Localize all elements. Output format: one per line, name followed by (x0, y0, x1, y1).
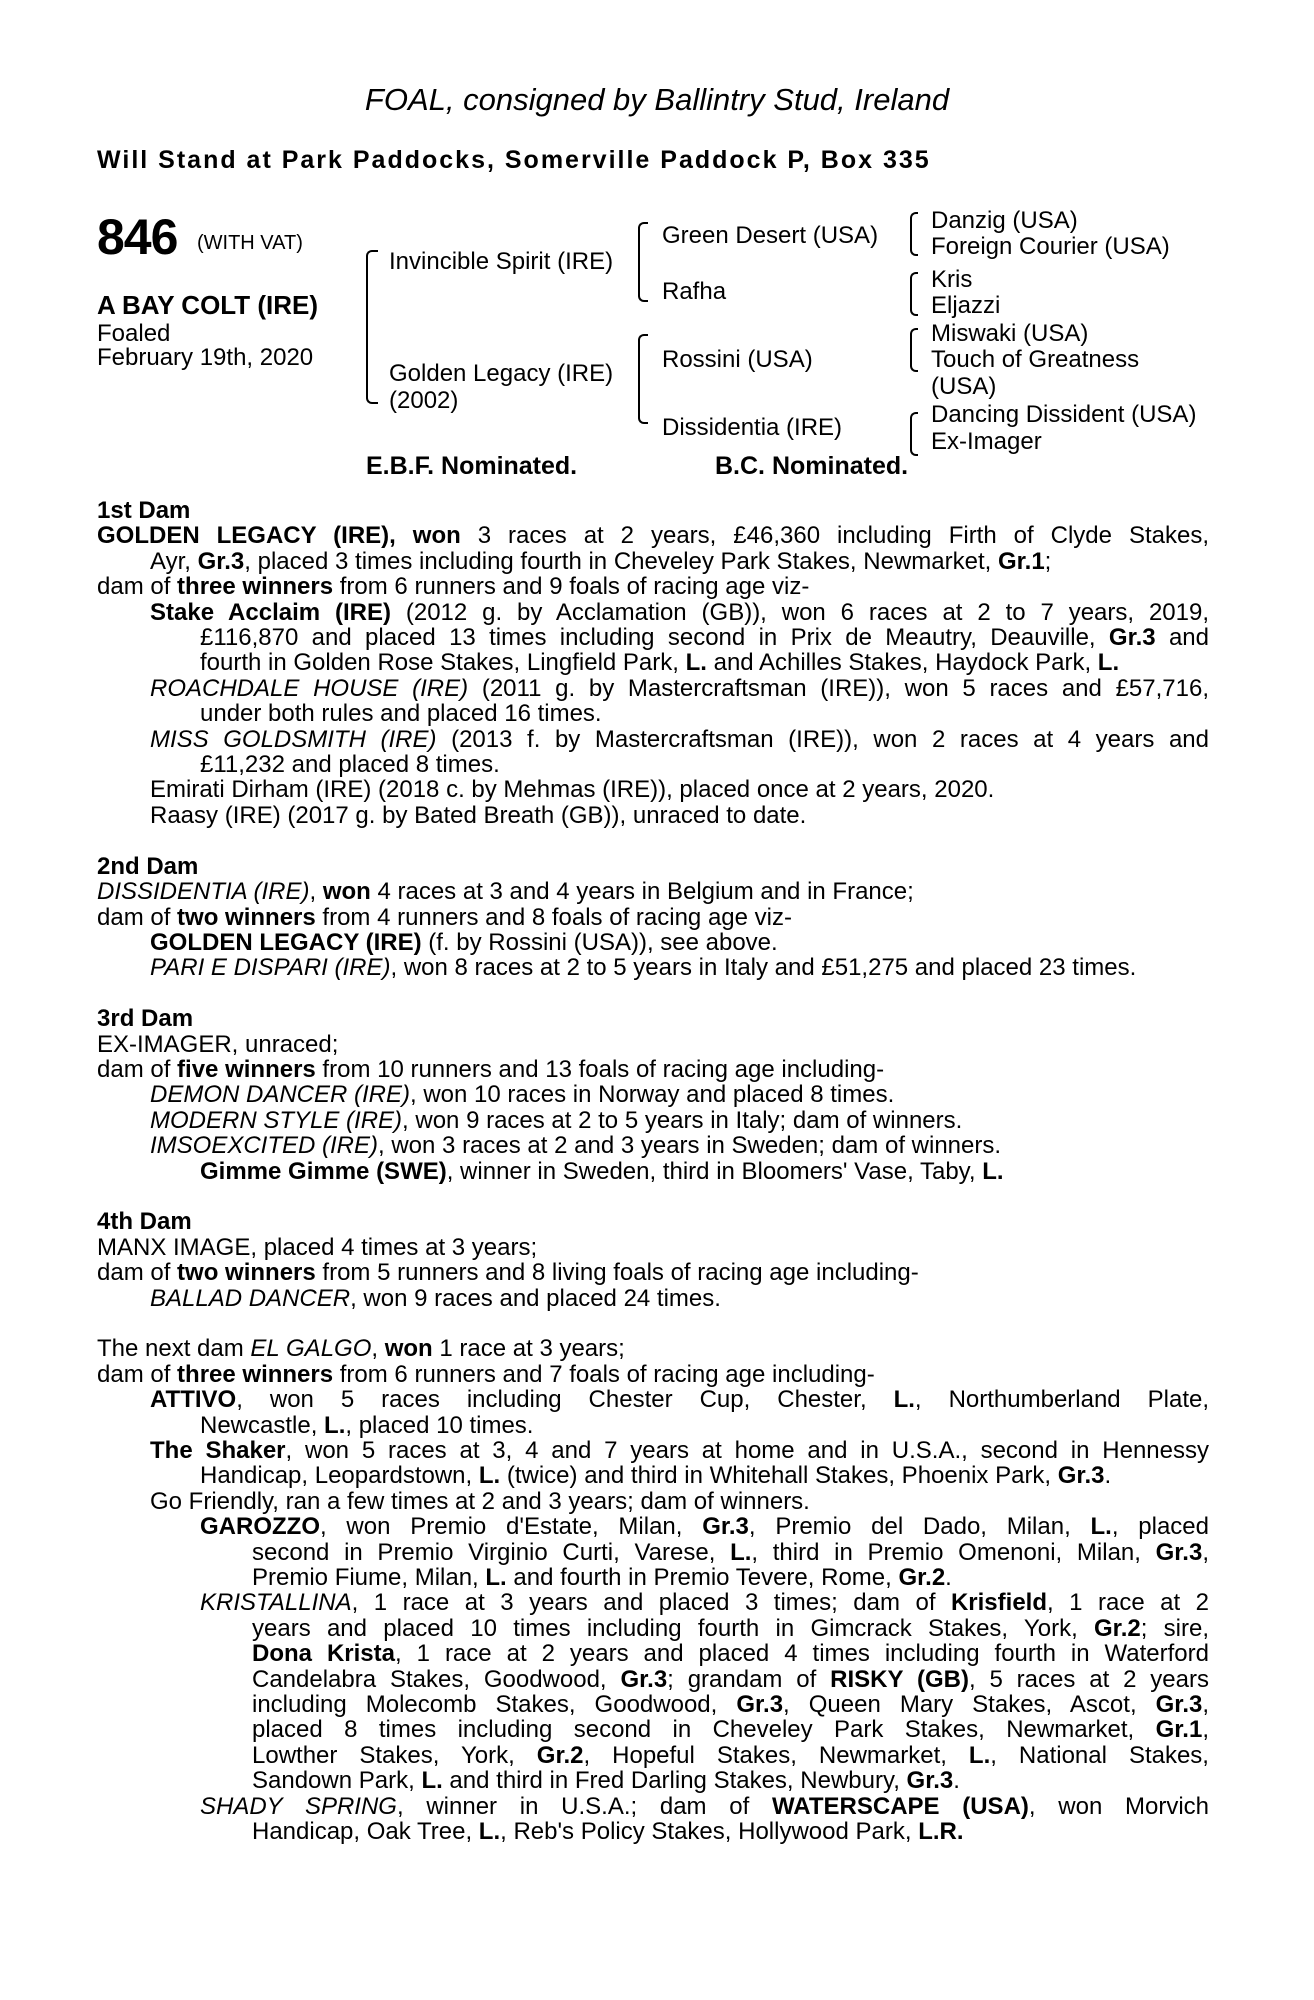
dam-sire-dam: Touch of Greatness (931, 346, 1140, 373)
pedigree-brace-main (366, 250, 378, 404)
dam-year: (2002) (389, 387, 459, 414)
next-dam-line: Go Friendly, ran a few times at 2 and 3 years; dam of winners. (150, 1488, 810, 1515)
dam-sire-dam-line2: (USA) (931, 373, 997, 400)
second-dam-line: GOLDEN LEGACY (IRE) (f. by Rossini (USA)), see above. (150, 929, 778, 956)
next-dam-line: The Shaker, won 5 races at 3, 4 and 7 years at home and in U.S.A., second in Hennessy (150, 1437, 1209, 1464)
first-dam-line: Ayr, Gr.3, placed 3 times including fourth in Cheveley Park Stakes, Newmarket, Gr.1; (150, 548, 1052, 575)
third-dam-line: MODERN STYLE (IRE), won 9 races at 2 to 5 years in Italy; dam of winners. (150, 1107, 963, 1134)
first-dam-line: Emirati Dirham (IRE) (2018 c. by Mehmas (IRE)), placed once at 2 years, 2020. (150, 776, 995, 803)
pedigree-brace-dd (910, 412, 918, 456)
next-dam-line: Dona Krista, 1 race at 2 years and placed 4 times including fourth in Waterford (252, 1640, 1209, 1667)
pedigree-brace-dam (638, 334, 648, 424)
first-dam-heading: 1st Dam (97, 497, 191, 524)
next-dam-line: Candelabra Stakes, Goodwood, Gr.3; grandam of RISKY (GB), 5 races at 2 years (252, 1666, 1209, 1693)
dam: Golden Legacy (IRE) (389, 360, 614, 387)
dam-dam: Dissidentia (IRE) (662, 414, 843, 441)
next-dam-line: Lowther Stakes, York, Gr.2, Hopeful Stakes, Newmarket, L., National Stakes, (252, 1742, 1209, 1769)
next-dam-line: ATTIVO, won 5 races including Chester Cup, Chester, L., Northumberland Plate, (150, 1386, 1209, 1413)
foaled-label: Foaled (97, 320, 171, 347)
third-dam-heading: 3rd Dam (97, 1005, 194, 1032)
fourth-dam-line: dam of two winners from 5 runners and 8 living foals of racing age including- (97, 1259, 919, 1286)
fourth-dam-line: MANX IMAGE, placed 4 times at 3 years; (97, 1234, 538, 1261)
next-dam-line: Premio Fiume, Milan, L. and fourth in Premio Tevere, Rome, Gr.2. (252, 1564, 952, 1591)
sire: Invincible Spirit (IRE) (389, 248, 614, 275)
pedigree-brace-sd (910, 272, 918, 316)
dam-dam-dam: Ex-Imager (931, 428, 1042, 455)
next-dam-line: Newcastle, L., placed 10 times. (200, 1412, 534, 1439)
first-dam-line: GOLDEN LEGACY (IRE), won 3 races at 2 years, £46,360 including Firth of Clyde Stakes, (97, 522, 1209, 549)
bc-nominated: B.C. Nominated. (715, 452, 909, 480)
dam-sire-sire: Miswaki (USA) (931, 320, 1089, 347)
foaled-date: February 19th, 2020 (97, 344, 314, 371)
first-dam-line: Stake Acclaim (IRE) (2012 g. by Acclamation (GB)), won 6 races at 2 to 7 years, 2019, (150, 599, 1209, 626)
dam-sire: Rossini (USA) (662, 346, 813, 373)
stable-location: Will Stand at Park Paddocks, Somerville Paddock P, Box 335 (97, 146, 931, 174)
third-dam-line: IMSOEXCITED (IRE), won 3 races at 2 and 3 years in Sweden; dam of winners. (150, 1132, 1002, 1159)
next-dam-line: KRISTALLINA, 1 race at 3 years and placed 3 times; dam of Krisfield, 1 race at 2 (200, 1589, 1209, 1616)
dam-dam-sire: Dancing Dissident (USA) (931, 401, 1197, 428)
next-dam-line: Sandown Park, L. and third in Fred Darling Stakes, Newbury, Gr.3. (252, 1767, 960, 1794)
first-dam-line: under both rules and placed 16 times. (200, 700, 602, 727)
fourth-dam-line: BALLAD DANCER, won 9 races and placed 24 times. (150, 1285, 721, 1312)
third-dam-line: EX-IMAGER, unraced; (97, 1031, 339, 1058)
first-dam-line: Raasy (IRE) (2017 g. by Bated Breath (GB)), unraced to date. (150, 802, 807, 829)
next-dam-line: years and placed 10 times including fourth in Gimcrack Stakes, York, Gr.2; sire, (252, 1615, 1209, 1642)
next-dam-line: GAROZZO, won Premio d'Estate, Milan, Gr.3, Premio del Dado, Milan, L., placed (200, 1513, 1209, 1540)
sire-dam-dam: Eljazzi (931, 292, 1001, 319)
first-dam-line: £116,870 and placed 13 times including second in Prix de Meautry, Deauville, Gr.3 and (200, 624, 1210, 651)
next-dam-line: Handicap, Leopardstown, L. (twice) and third in Whitehall Stakes, Phoenix Park, Gr.3. (200, 1462, 1112, 1489)
next-dam-line: second in Premio Virginio Curti, Varese, L., third in Premio Omenoni, Milan, Gr.3, (252, 1539, 1209, 1566)
sire-dam: Rafha (662, 278, 727, 305)
second-dam-line: DISSIDENTIA (IRE), won 4 races at 3 and 4 years in Belgium and in France; (97, 878, 914, 905)
first-dam-line: dam of three winners from 6 runners and 9 foals of racing age viz- (97, 573, 810, 600)
third-dam-line: Gimme Gimme (SWE), winner in Sweden, third in Bloomers' Vase, Taby, L. (200, 1158, 1004, 1185)
next-dam-line: including Molecomb Stakes, Goodwood, Gr.3, Queen Mary Stakes, Ascot, Gr.3, (252, 1691, 1210, 1718)
next-dam-line: SHADY SPRING, winner in U.S.A.; dam of WATERSCAPE (USA), won Morvich (200, 1793, 1210, 1820)
pedigree-brace-ss (910, 212, 918, 256)
horse-description: A BAY COLT (IRE) (97, 290, 319, 320)
third-dam-line: dam of five winners from 10 runners and 13 foals of racing age including- (97, 1056, 885, 1083)
first-dam-line: £11,232 and placed 8 times. (200, 751, 500, 778)
next-dam-line: placed 8 times including second in Cheveley Park Stakes, Newmarket, Gr.1, (252, 1716, 1209, 1743)
first-dam-line: fourth in Golden Rose Stakes, Lingfield Park, L. and Achilles Stakes, Haydock Park, L. (200, 649, 1120, 676)
third-dam-line: DEMON DANCER (IRE), won 10 races in Norway and placed 8 times. (150, 1081, 895, 1108)
sire-dam-sire: Kris (931, 266, 973, 293)
next-dam-line: dam of three winners from 6 runners and 7 foals of racing age including- (97, 1361, 875, 1388)
sire-sire-dam: Foreign Courier (USA) (931, 233, 1170, 260)
second-dam-heading: 2nd Dam (97, 853, 199, 880)
next-dam-line: Handicap, Oak Tree, L., Reb's Policy Stakes, Hollywood Park, L.R. (252, 1818, 964, 1845)
first-dam-line: ROACHDALE HOUSE (IRE) (2011 g. by Mastercraftsman (IRE)), won 5 races and £57,716, (150, 675, 1209, 702)
pedigree-brace-ds (910, 328, 918, 372)
second-dam-line: dam of two winners from 4 runners and 8 foals of racing age viz- (97, 904, 792, 931)
second-dam-line: PARI E DISPARI (IRE), won 8 races at 2 to 5 years in Italy and £51,275 and placed 23 times. (150, 954, 1137, 981)
pedigree-brace-sire (638, 222, 648, 302)
vat-note: (WITH VAT) (197, 232, 303, 254)
first-dam-line: MISS GOLDSMITH (IRE) (2013 f. by Mastercraftsman (IRE)), won 2 races at 4 years and (150, 726, 1209, 753)
next-dam-line: The next dam EL GALGO, won 1 race at 3 years; (97, 1335, 625, 1362)
sire-sire: Green Desert (USA) (662, 222, 879, 249)
consignor-title: FOAL, consigned by Ballintry Stud, Ireland (364, 82, 950, 117)
fourth-dam-heading: 4th Dam (97, 1208, 192, 1235)
sire-sire-sire: Danzig (USA) (931, 207, 1078, 234)
lot-number: 846 (97, 209, 178, 265)
ebf-nominated: E.B.F. Nominated. (366, 452, 578, 480)
